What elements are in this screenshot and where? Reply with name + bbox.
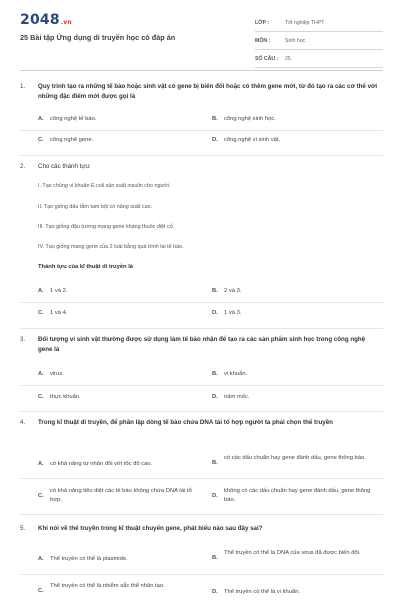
question-number: 5. (20, 525, 26, 532)
option-text: công nghệ gene. (50, 137, 94, 143)
option-text: có các dấu chuẩn hay gene đánh dấu, gene thông báo. (224, 455, 366, 461)
question-text: Đối tượng vi sinh vật thường được sử dụng làm tế bào nhận để tạo ra các sản phẩm sinh học trong công nghệ gene là (38, 336, 366, 353)
question-text: Cho các thành tựu: (38, 163, 91, 170)
option-divider (20, 130, 383, 131)
option-text: 1 và 3. (224, 310, 242, 316)
option-divider (20, 302, 383, 303)
meta-value: Sinh học (285, 37, 306, 44)
option-text: thực khuẩn. (50, 394, 81, 400)
option-text: Thể truyền có thể là nhiễm sắc thể nhân tạo. (50, 583, 165, 589)
option-3a[interactable] (38, 370, 190, 379)
meta-table (255, 14, 383, 68)
question-number: 2. (20, 163, 26, 170)
statement-2: II. Tạo giống dâu tằm tam bội có năng suất cao. (38, 204, 153, 210)
sub-question: Thành tựu của kĩ thuật di truyền là (38, 264, 134, 270)
option-text: công nghệ tế bào. (50, 116, 97, 122)
option-text: 1 và 4. (50, 310, 68, 316)
option-2d[interactable] (212, 309, 364, 318)
statement-1: I. Tạo chủng vi khuẩn E.coli sản xuất insulin cho người. (38, 183, 171, 189)
option-letter: B. (212, 288, 218, 294)
question-text: Quy trình tạo ra những tế bào hoặc sinh vật có gene bị biến đổi hoặc có thêm gene mới, từ đó tạo ra các cơ thể với những đặc điểm mới được gọi là (38, 83, 378, 100)
question-divider (20, 514, 383, 515)
option-letter: D. (212, 137, 218, 143)
option-letter: C. (38, 588, 44, 594)
option-3d[interactable] (212, 393, 364, 402)
option-text: không có các dấu chuẩn hay gene đánh dấu, gene thông báo. (224, 488, 371, 503)
option-1d[interactable] (212, 136, 364, 145)
option-5a[interactable] (38, 555, 200, 564)
header-divider (20, 70, 383, 71)
question-5 (20, 524, 380, 534)
question-number: 3. (20, 336, 26, 343)
option-text: công nghệ sinh học. (224, 116, 276, 122)
option-text: 1 và 2. (50, 288, 68, 294)
question-2 (20, 162, 380, 172)
meta-row-count (255, 50, 383, 68)
statement-4: IV. Tạo giống mang gene của 2 loài bằng quá trình lai tế bào. (38, 244, 184, 250)
option-text: vi khuẩn. (224, 371, 248, 377)
option-text: Thể truyền có thể là vi khuẩn. (224, 589, 301, 595)
meta-label: LỚP : (255, 19, 270, 26)
option-letter: A. (38, 288, 44, 294)
page-title: 25 Bài tập Ứng dụng di truyền học có đáp án (20, 33, 176, 42)
option-3c[interactable] (38, 393, 190, 402)
meta-value: Tốt nghiệp THPT (285, 19, 325, 26)
statement-3: III. Tạo giống đậu tương mang gene kháng thuốc diệt cỏ. (38, 224, 175, 230)
option-2b[interactable] (212, 287, 364, 296)
meta-label: MÔN : (255, 37, 271, 44)
question-1 (20, 82, 380, 102)
page-header (0, 0, 400, 74)
option-text: virus. (50, 371, 64, 377)
option-letter: D. (212, 310, 218, 316)
option-text: 2 và 3. (224, 288, 242, 294)
meta-value: 25 (285, 55, 291, 62)
option-text: Thể truyền có thể là DNA của virus đã được biến đổi. (224, 550, 361, 556)
option-letter: A. (38, 116, 44, 122)
option-letter: B. (212, 371, 218, 377)
option-letter: A. (38, 371, 44, 377)
option-text: công nghệ vi sinh vật. (224, 137, 281, 143)
option-1b[interactable] (212, 115, 364, 124)
option-divider (20, 385, 383, 386)
site-logo[interactable] (20, 12, 72, 28)
question-number: 1. (20, 83, 26, 90)
question-text: Trong kĩ thuật di truyền, để phân lập dòng tế bào chứa DNA tái tổ hợp người ta phải chọn thể truyền (38, 419, 333, 426)
option-2c[interactable] (38, 309, 190, 318)
option-4a[interactable] (38, 460, 200, 469)
option-1c[interactable] (38, 136, 190, 145)
option-text: Thể truyền có thể là plasmide. (50, 556, 128, 562)
option-letter: B. (212, 460, 218, 466)
question-divider (20, 328, 383, 329)
option-letter: B. (212, 555, 218, 561)
option-divider (20, 478, 383, 479)
option-4b[interactable] (212, 454, 374, 468)
question-text: Khi nói về thể truyền trong kĩ thuật chuyển gene, phát biểu nào sau đây sai? (38, 525, 263, 532)
option-letter: C. (38, 137, 44, 143)
option-letter: B. (212, 116, 218, 122)
option-5d[interactable] (212, 588, 374, 597)
question-number: 4. (20, 419, 26, 426)
option-letter: D. (212, 493, 218, 499)
option-text: có khả năng tự nhân đôi với tốc độ cao. (50, 461, 153, 467)
logo-suffix: .vn (60, 19, 72, 26)
option-letter: A. (38, 556, 44, 562)
option-letter: C. (38, 493, 44, 499)
meta-label: SỐ CÂU : (255, 55, 279, 62)
question-4 (20, 418, 380, 428)
meta-row-class (255, 14, 383, 32)
option-letter: D. (212, 394, 218, 400)
option-1a[interactable] (38, 115, 190, 124)
meta-row-subject (255, 32, 383, 50)
logo-main: 2048 (20, 12, 60, 28)
option-text: nấm mốc. (224, 394, 250, 400)
option-letter: D. (212, 589, 218, 595)
question-divider (20, 411, 383, 412)
option-4c[interactable] (38, 487, 200, 505)
option-3b[interactable] (212, 370, 364, 379)
option-letter: C. (38, 394, 44, 400)
option-letter: A. (38, 461, 44, 467)
option-5c[interactable] (38, 582, 200, 596)
question-divider (20, 155, 383, 156)
option-4d[interactable] (212, 487, 374, 505)
option-text: có khả năng tiêu diệt các tế bào không chứa DNA tái tổ hợp. (50, 488, 192, 503)
option-2a[interactable] (38, 287, 190, 296)
option-divider (20, 574, 383, 575)
option-letter: C. (38, 310, 44, 316)
option-5b[interactable] (212, 549, 374, 563)
question-3 (20, 335, 380, 355)
